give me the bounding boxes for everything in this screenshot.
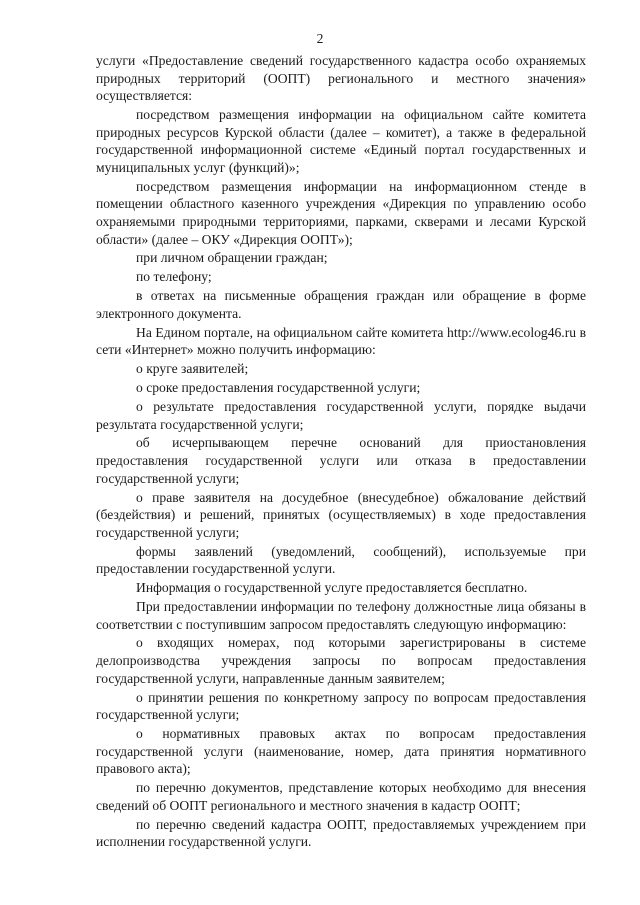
page-number: 2 [316, 31, 324, 46]
paragraph: услуги «Предоставление сведений государственного кадастра особо охраняемых природных территорий (ООПТ) регионального и местного значения» осуществляется: [96, 53, 586, 104]
paragraph: о нормативных правовых актах по вопросам предоставления государственной услуги (наименование, номер, дата принятия нормативного правового акта); [96, 726, 586, 777]
paragraph: в ответах на письменные обращения граждан или обращение в форме электронного документа. [96, 288, 586, 321]
paragraph: о результате предоставления государственной услуги, порядке выдачи результата государственной услуги; [96, 398, 586, 432]
paragraph: о праве заявителя на досудебное (внесудебное) обжалование действий (бездействия) и решений, принятых (осуществляемых) в ходе предоставления государственной услуги; [96, 489, 586, 540]
paragraph: Информация о государственной услуге предоставляется бесплатно. [136, 580, 528, 596]
paragraph: об исчерпывающем перечне оснований для приостановления предоставления государственной услуги или отказа в предоставлении государственной услуги; [96, 435, 586, 486]
paragraph: о круге заявителей; [136, 361, 249, 377]
paragraph: по перечню сведений кадастра ООПТ, предоставляемых учреждением при исполнении государственной услуги. [96, 816, 586, 850]
paragraph: При предоставлении информации по телефону должностные лица обязаны в соответствии с поступившим запросом предоставлять следующую информацию: [96, 598, 586, 632]
paragraph: посредством размещения информации на информационном стенде в помещении областного казенного учреждения «Дирекция по управлению особо охраняемыми природными территориями, парками, скверами и лесами Курской области» (далее – ОКУ «Дирекция ООПТ»); [96, 178, 586, 247]
document-body [96, 52, 586, 852]
paragraph: о принятии решения по конкретному запросу по вопросам предоставления государственной услуги; [96, 689, 586, 723]
paragraph: о входящих номерах, под которыми зарегистрированы в системе делопроизводства учреждения запросы по вопросам предоставления государственной услуги, направленные данным заявителем; [96, 635, 586, 686]
paragraph: посредством размещения информации на официальном сайте комитета природных ресурсов Курской области (далее – комитет), а также в федеральной государственной информационной системе «Единый портал государственных и муниципальных услуг (функций)»; [96, 107, 586, 175]
paragraph: о сроке предоставления государственной услуги; [136, 380, 421, 396]
paragraph: по перечню документов, представление которых необходимо для внесения сведений об ООПТ регионального и местного значения в кадастр ООПТ; [96, 780, 586, 813]
paragraph: На Едином портале, на официальном сайте комитета http://www.ecolog46.ru в сети «Интернет» можно получить информацию: [96, 324, 586, 358]
paragraph: формы заявлений (уведомлений, сообщений), используемые при предоставлении государственной услуги. [96, 543, 586, 577]
paragraph: при личном обращении граждан; [136, 250, 328, 266]
paragraph: по телефону; [136, 269, 212, 285]
